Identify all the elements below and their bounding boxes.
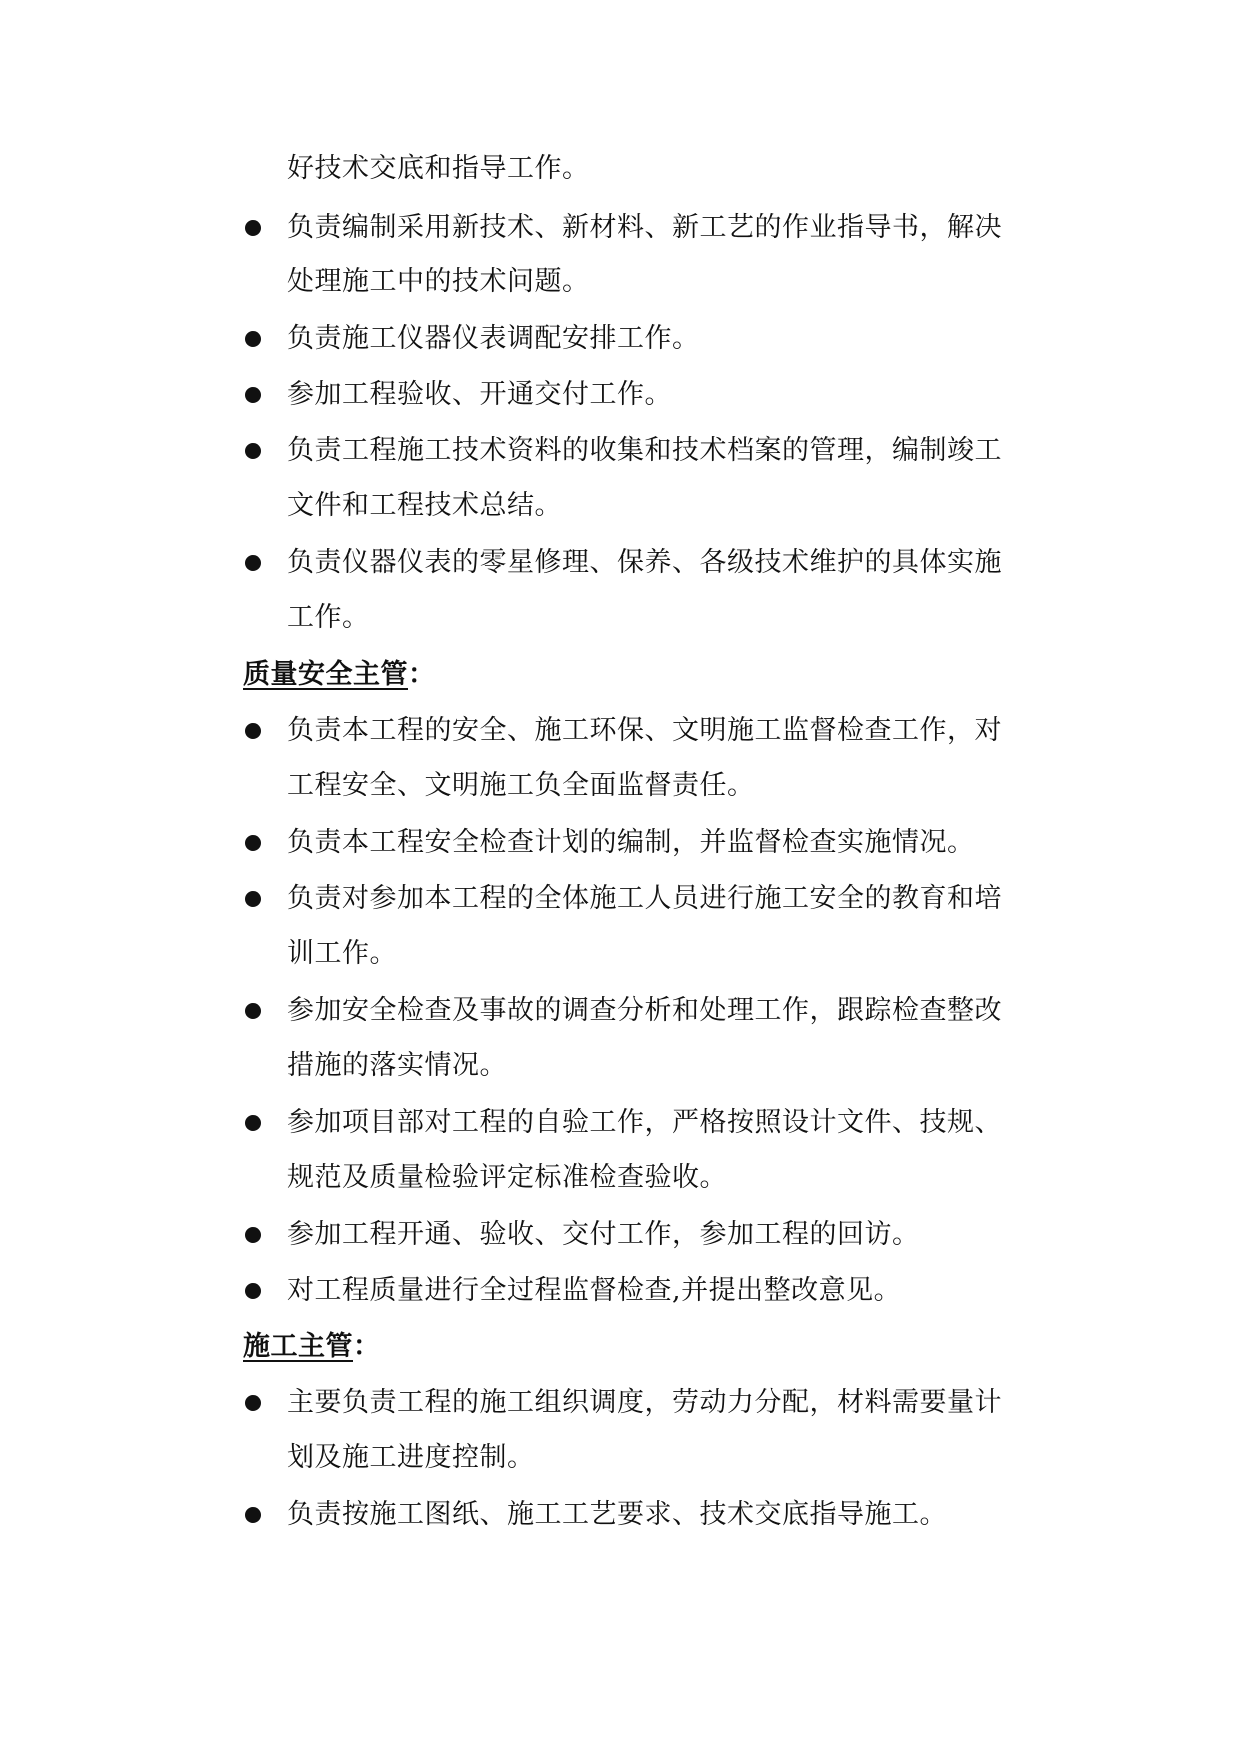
text-line: 规范及质量检验评定标准检查验收。 <box>287 1162 727 1193</box>
text-line: 负责施工仪器仪表调配安排工作。 <box>287 323 700 354</box>
bullet-icon <box>245 723 261 739</box>
bullet-icon <box>245 331 261 347</box>
text-line: 对工程质量进行全过程监督检查,并提出整改意见。 <box>287 1275 902 1306</box>
bullet-icon <box>245 443 261 459</box>
text-line: 参加工程验收、开通交付工作。 <box>287 379 672 410</box>
section-heading-construction <box>243 1330 381 1364</box>
text-line: 负责本工程安全检查计划的编制，并监督检查实施情况。 <box>287 827 975 858</box>
bullet-icon <box>245 387 261 403</box>
text-line: 主要负责工程的施工组织调度，劳动力分配，材料需要量计 <box>287 1387 1002 1418</box>
bullet-icon <box>245 1507 261 1523</box>
text-line: 负责编制采用新技术、新材料、新工艺的作业指导书，解决 <box>287 212 1002 243</box>
text-line: 训工作。 <box>287 938 397 969</box>
text-line: 处理施工中的技术问题。 <box>287 266 590 297</box>
text-line: 负责仪器仪表的零星修理、保养、各级技术维护的具体实施 <box>287 547 1002 578</box>
section-colon: ： <box>353 1331 381 1362</box>
bullet-icon <box>245 835 261 851</box>
text-line: 文件和工程技术总结。 <box>287 490 562 521</box>
bullet-icon <box>245 1003 261 1019</box>
section-title: 施工主管 <box>243 1331 353 1362</box>
text-line: 工作。 <box>287 602 370 633</box>
text-line: 负责工程施工技术资料的收集和技术档案的管理，编制竣工 <box>287 435 1002 466</box>
section-colon: ： <box>408 659 436 690</box>
text-line: 划及施工进度控制。 <box>287 1442 535 1473</box>
text-line: 参加项目部对工程的自验工作，严格按照设计文件、技规、 <box>287 1107 1002 1138</box>
bullet-icon <box>245 1115 261 1131</box>
text-line: 负责对参加本工程的全体施工人员进行施工安全的教育和培 <box>287 883 1002 914</box>
text-line: 参加安全检查及事故的调查分析和处理工作，跟踪检查整改 <box>287 995 1002 1026</box>
text-line: 参加工程开通、验收、交付工作，参加工程的回访。 <box>287 1219 920 1250</box>
section-heading-quality <box>243 658 436 692</box>
text-line: 工程安全、文明施工负全面监督责任。 <box>287 770 755 801</box>
text-line: 好技术交底和指导工作。 <box>287 153 590 184</box>
bullet-icon <box>245 891 261 907</box>
bullet-icon <box>245 555 261 571</box>
text-line: 负责按施工图纸、施工工艺要求、技术交底指导施工。 <box>287 1499 947 1530</box>
bullet-icon <box>245 1395 261 1411</box>
bullet-icon <box>245 220 261 236</box>
text-line: 负责本工程的安全、施工环保、文明施工监督检查工作，对 <box>287 715 1002 746</box>
text-line: 措施的落实情况。 <box>287 1050 507 1081</box>
bullet-icon <box>245 1227 261 1243</box>
bullet-icon <box>245 1283 261 1299</box>
section-title: 质量安全主管 <box>243 659 408 690</box>
